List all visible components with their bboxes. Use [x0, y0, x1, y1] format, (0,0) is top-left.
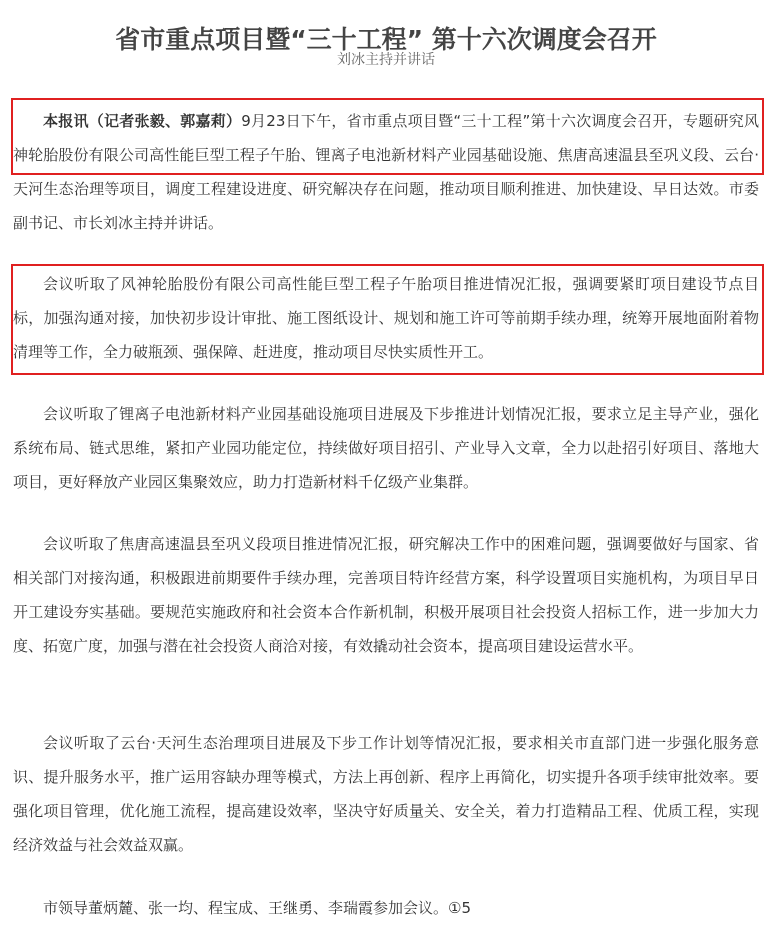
- paragraph-2-text: 会议听取了风神轮胎股份有限公司高性能巨型工程子午胎项目推进情况汇报，强调要紧盯项目建设节点目标，加强沟通对接，加快初步设计审批、施工图纸设计、规划和施工许可等前期手续办理，统筹开展地面附着物清理等工作，全力破瓶颈、强保障、赶进度，推动项目尽快实质性开工。: [13, 275, 759, 361]
- paragraph-6-text: 市领导董炳麓、张一均、程宝成、王继勇、李瑞霞参加会议。①5: [43, 899, 471, 917]
- paragraph-4-text: 会议听取了焦唐高速温县至巩义段项目推进情况汇报，研究解决工作中的困难问题，强调要做好与国家、省相关部门对接沟通，积极跟进前期要件手续办理，完善项目特许经营方案，科学设置项目实施机构，为项目早日开工建设夯实基础。要规范实施政府和社会资本合作新机制，积极开展项目社会投资人招标工作，进一步加大力度、拓宽广度，加强与潜在社会投资人商洽对接，有效撬动社会资本，提高项目建设运营水平。: [13, 535, 759, 655]
- paragraph-1-text: 9月23日下午，省市重点项目暨“三十工程”第十六次调度会召开，专题研究风神轮胎股份有限公司高性能巨型工程子午胎、锂离子电池新材料产业园基础设施、焦唐高速温县至巩义段、云台·天河生态治理等项目，调度工程建设进度、研究解决存在问题，推动项目顺利推进、加快建设、早日达效。市委副书记、市长刘冰主持并讲话。: [13, 112, 759, 232]
- paragraph-3-text: 会议听取了锂离子电池新材料产业园基础设施项目进展及下步推进计划情况汇报，要求立足主导产业，强化系统布局、链式思维，紧扣产业园功能定位，持续做好项目招引、产业导入文章，全力以赴招引好项目、落地大项目，更好释放产业园区集聚效应，助力打造新材料千亿级产业集群。: [13, 405, 759, 491]
- paragraph-4: [13, 527, 759, 663]
- paragraph-2: [13, 267, 759, 369]
- article-title: 省市重点项目暨“三十工程” 第十六次调度会召开: [115, 24, 657, 54]
- paragraph-3: [13, 397, 759, 499]
- paragraph-6: [13, 891, 759, 925]
- article-subtitle: 刘冰主持并讲话: [337, 52, 435, 68]
- paragraph-5-text: 会议听取了云台·天河生态治理项目进展及下步工作计划等情况汇报，要求相关市直部门进一步强化服务意识、提升服务水平，推广运用容缺办理等模式，方法上再创新、程序上再简化，切实提升各项手续审批效率。要强化项目管理，优化施工流程，提高建设效率，坚决守好质量关、安全关，着力打造精品工程、优质工程，实现经济效益与社会效益双赢。: [13, 734, 759, 854]
- paragraph-5: [13, 726, 759, 862]
- paragraph-1: [13, 104, 759, 240]
- byline: 本报讯（记者张毅、郭嘉莉）: [43, 112, 242, 130]
